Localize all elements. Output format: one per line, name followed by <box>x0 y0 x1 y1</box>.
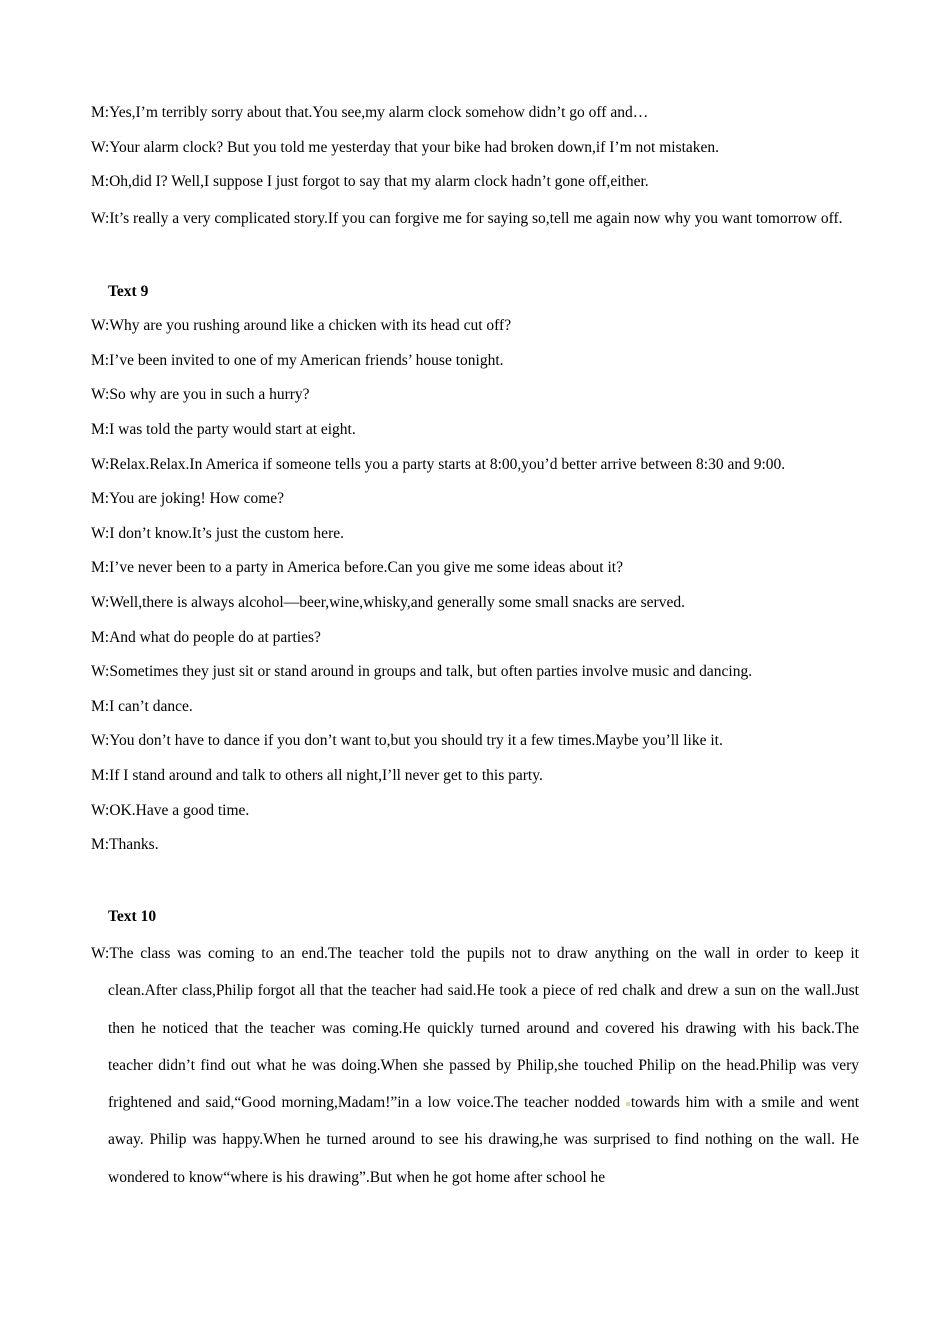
section-heading-text9: Text 9 <box>108 282 149 300</box>
dialogue-line: W:Why are you rushing around like a chicken with its head cut off? <box>91 317 512 335</box>
section-gap <box>91 237 859 275</box>
dialogue-line: W:So why are you in such a hurry? <box>91 386 310 404</box>
passage-paragraph <box>91 935 859 1196</box>
passage-text-part2: towards him with a smile and went away. Philip was happy.When he turned around to see his drawing,he was surprised to find nothing on the wall. He wondered to know“where is his drawing”.But when he got home after school he <box>108 1094 860 1186</box>
dialogue-line: W:You don’t have to dance if you don’t want to,but you should try it a few times.Maybe you’ll like it. <box>91 732 723 750</box>
dialogue-line: M:Thanks. <box>91 836 159 854</box>
dialogue-line: M:You are joking! How come? <box>91 490 285 508</box>
dialogue-line: M:Oh,did I? Well,I suppose I just forgot to say that my alarm clock hadn’t gone off,either. <box>91 173 649 191</box>
section-gap <box>91 863 859 901</box>
document-page <box>91 96 859 1196</box>
dialogue-line: W:Your alarm clock? But you told me yesterday that your bike had broken down,if I’m not mistaken. <box>91 138 720 156</box>
highlight-mark-icon <box>626 1102 630 1106</box>
passage-text-part1: W:The class was coming to an end.The teacher told the pupils not to draw anything on the wall in order to keep it clean.After class,Philip forgot all that the teacher had said.He took a piece of red chalk and drew a sun on the wall.Just then he noticed that the teacher was coming.He quickly turned around and covered his drawing with his back.The teacher didn’t find out what he was doing.When she passed by Philip,she touched Philip on the head.Philip was very frightened and said,“Good morning,Madam!”in a low voice.The teacher nodded <box>91 944 859 1112</box>
dialogue-line: M:I was told the party would start at eight. <box>91 421 356 439</box>
dialogue-line: M:And what do people do at parties? <box>91 628 321 646</box>
dialogue-line: M:Yes,I’m terribly sorry about that.You see,my alarm clock somehow didn’t go off and… <box>91 104 649 121</box>
dialogue-line: W:Relax.Relax.In America if someone tells you a party starts at 8:00,you’d better arrive between 8:30 and 9:00. <box>91 455 786 473</box>
dialogue-line: W:Sometimes they just sit or stand around in groups and talk, but often parties involve music and dancing. <box>91 663 753 681</box>
dialogue-line: M:I’ve never been to a party in America before.Can you give me some ideas about it? <box>91 559 623 577</box>
dialogue-line: W:Well,there is always alcohol—beer,wine,whisky,and generally some small snacks are served. <box>91 594 685 612</box>
dialogue-line-wrapped: W:It’s really a very complicated story.If you can forgive me for saying so,tell me again now why you want tomorrow off. <box>91 209 843 227</box>
dialogue-line: M:If I stand around and talk to others all night,I’ll never get to this party. <box>91 766 543 784</box>
section-heading-text10: Text 10 <box>108 908 157 926</box>
dialogue-line: M:I can’t dance. <box>91 697 193 715</box>
dialogue-line: W:I don’t know.It’s just the custom here. <box>91 524 344 542</box>
dialogue-line: M:I’ve been invited to one of my American friends’ house tonight. <box>91 351 504 369</box>
dialogue-line: W:OK.Have a good time. <box>91 801 250 819</box>
